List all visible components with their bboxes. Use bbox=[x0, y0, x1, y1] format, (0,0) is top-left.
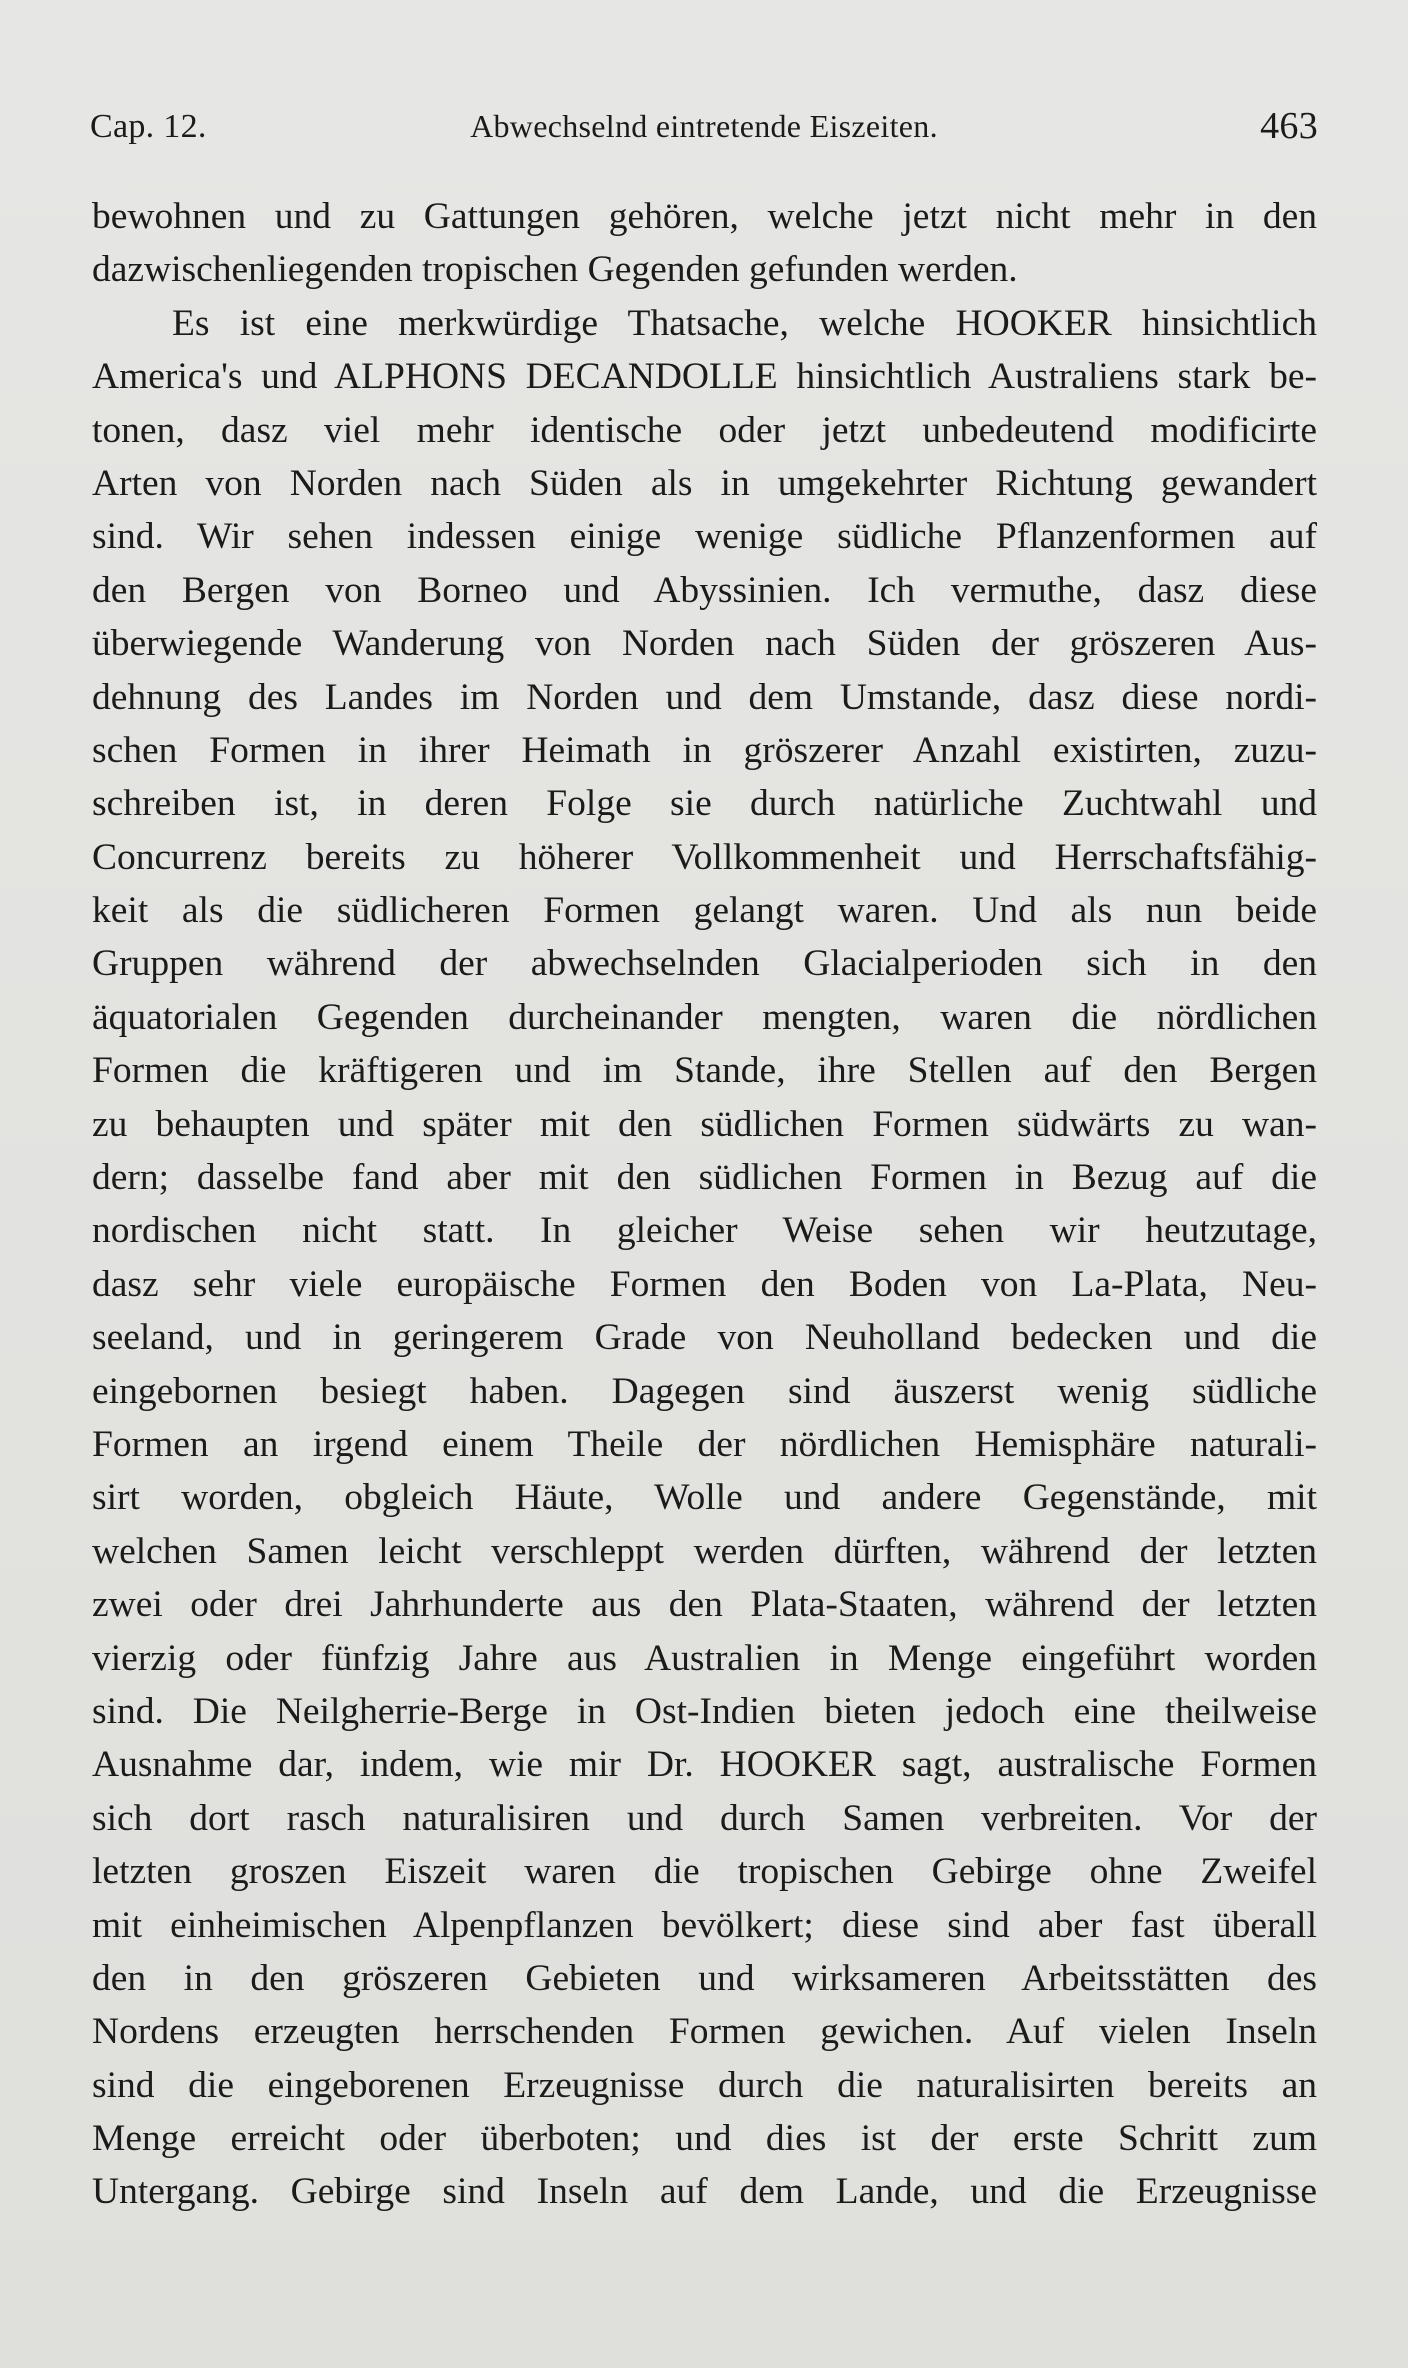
text-line: Nordens erzeugten herrschenden Formen gewichen. Auf vielen Inseln bbox=[92, 2011, 1317, 2053]
text-line: seeland, und in geringerem Grade von Neuholland bedecken und die bbox=[92, 1317, 1317, 1359]
body-text bbox=[92, 190, 1317, 2219]
text-line: America's und ALPHONS DECANDOLLE hinsichtlich Australiens stark be- bbox=[92, 356, 1317, 398]
text-line: sind. Die Neilgherrie-Berge in Ost-Indien bieten jedoch eine theilweise bbox=[92, 1690, 1317, 1732]
text-line: Untergang. Gebirge sind Inseln auf dem Lande, und die Erzeugnisse bbox=[92, 2171, 1317, 2213]
chapter-label: Cap. 12. bbox=[90, 108, 207, 145]
text-line: zu behaupten und später mit den südlichen Formen südwärts zu wan- bbox=[92, 1103, 1317, 1145]
running-header bbox=[90, 105, 1318, 158]
text-line: Arten von Norden nach Süden als in umgekehrter Richtung gewandert bbox=[92, 462, 1317, 504]
text-line: zwei oder drei Jahrhunderte aus den Plata-Staaten, während der letzten bbox=[92, 1584, 1317, 1626]
text-line: schreiben ist, in deren Folge sie durch natürliche Zuchtwahl und bbox=[92, 783, 1317, 825]
text-line: welchen Samen leicht verschleppt werden dürften, während der letzten bbox=[92, 1530, 1317, 1572]
text-line: Es ist eine merkwürdige Thatsache, welche HOOKER hinsichtlich bbox=[172, 302, 1317, 344]
text-line: letzten groszen Eiszeit waren die tropischen Gebirge ohne Zweifel bbox=[92, 1851, 1317, 1893]
text-line: den Bergen von Borneo und Abyssinien. Ich vermuthe, dasz diese bbox=[92, 569, 1317, 611]
text-line: sich dort rasch naturalisiren und durch Samen verbreiten. Vor der bbox=[92, 1797, 1317, 1839]
text-line: Gruppen während der abwechselnden Glacialperioden sich in den bbox=[92, 943, 1317, 985]
text-line: sirt worden, obgleich Häute, Wolle und andere Gegenstände, mit bbox=[92, 1477, 1317, 1519]
text-line: eingebornen besiegt haben. Dagegen sind äuszerst wenig südliche bbox=[92, 1370, 1317, 1412]
page-number: 463 bbox=[1260, 105, 1318, 147]
running-title: Abwechselnd eintretende Eiszeiten. bbox=[470, 108, 938, 144]
text-line: dasz sehr viele europäische Formen den Boden von La-Plata, Neu- bbox=[92, 1263, 1317, 1305]
text-line: den in den gröszeren Gebieten und wirksameren Arbeitsstätten des bbox=[92, 1957, 1317, 1999]
text-line: keit als die südlicheren Formen gelangt waren. Und als nun beide bbox=[92, 890, 1317, 932]
text-line: Concurrenz bereits zu höherer Vollkommenheit und Herrschaftsfähig- bbox=[92, 836, 1317, 878]
text-line: Formen die kräftigeren und im Stande, ihre Stellen auf den Bergen bbox=[92, 1050, 1317, 1092]
text-line: überwiegende Wanderung von Norden nach Süden der gröszeren Aus- bbox=[92, 623, 1317, 665]
text-line: dern; dasselbe fand aber mit den südlichen Formen in Bezug auf die bbox=[92, 1157, 1317, 1199]
text-line: vierzig oder fünfzig Jahre aus Australien in Menge eingeführt worden bbox=[92, 1637, 1317, 1679]
text-line: nordischen nicht statt. In gleicher Weise sehen wir heutzutage, bbox=[92, 1210, 1317, 1252]
text-line: schen Formen in ihrer Heimath in gröszerer Anzahl existirten, zuzu- bbox=[92, 729, 1317, 771]
text-line: äquatorialen Gegenden durcheinander mengten, waren die nördlichen bbox=[92, 996, 1317, 1038]
text-line: dehnung des Landes im Norden und dem Umstande, dasz diese nordi- bbox=[92, 676, 1317, 718]
text-line: sind. Wir sehen indessen einige wenige südliche Pflanzenformen auf bbox=[92, 516, 1317, 558]
text-line: bewohnen und zu Gattungen gehören, welche jetzt nicht mehr in den bbox=[92, 196, 1317, 237]
text-line: Menge erreicht oder überboten; und dies ist der erste Schritt zum bbox=[92, 2118, 1317, 2160]
text-line: tonen, dasz viel mehr identische oder jetzt unbedeutend modificirte bbox=[92, 409, 1317, 451]
text-line: sind die eingeborenen Erzeugnisse durch die naturalisirten bereits an bbox=[92, 2064, 1317, 2106]
text-line: Ausnahme dar, indem, wie mir Dr. HOOKER sagt, australische Formen bbox=[92, 1744, 1317, 1786]
text-line: dazwischenliegenden tropischen Gegenden gefunden werden. bbox=[92, 249, 1018, 291]
text-line: Formen an irgend einem Theile der nördlichen Hemisphäre naturali- bbox=[92, 1423, 1317, 1465]
text-line: mit einheimischen Alpenpflanzen bevölkert; diese sind aber fast überall bbox=[92, 1904, 1317, 1946]
